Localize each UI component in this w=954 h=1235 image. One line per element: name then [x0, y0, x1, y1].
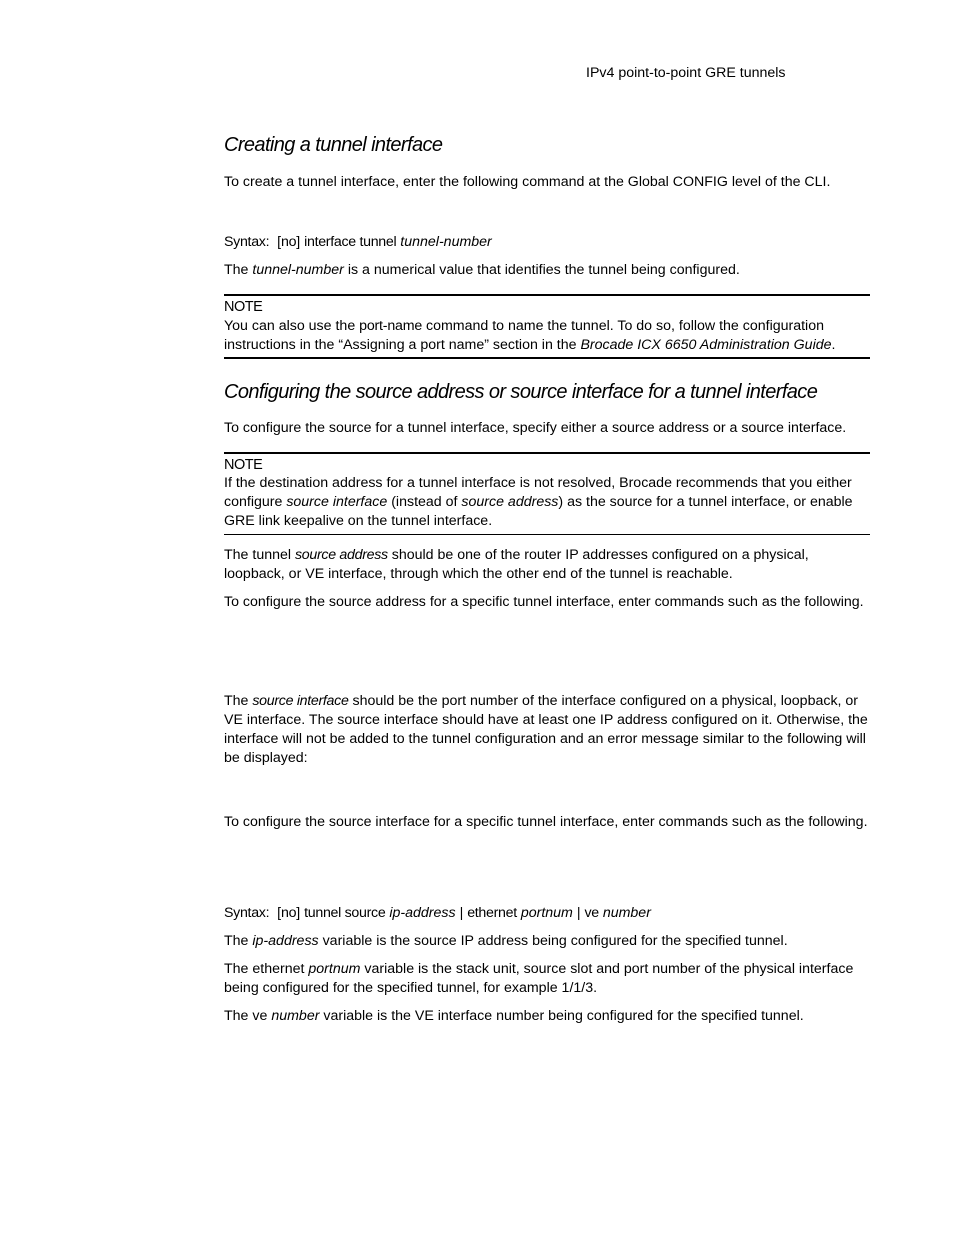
- text: The ve: [224, 1008, 272, 1024]
- paragraph: To create a tunnel interface, enter the following command at the Global CONFIG level of the CLI.: [224, 174, 831, 190]
- running-header: IPv4 point-to-point GRE tunnels: [586, 65, 786, 81]
- paragraph: [224, 261, 870, 280]
- text: (instead of: [387, 494, 462, 510]
- variable: portnum: [308, 961, 361, 977]
- paragraph: [224, 960, 870, 998]
- syntax-variable: ip-address: [389, 905, 456, 921]
- text: The: [224, 693, 253, 709]
- syntax-line: Syntax: [no] tunnel source ip-address | ethernet portnum | ve number: [224, 905, 651, 921]
- syntax-command: interface tunnel: [304, 234, 397, 250]
- variable: tunnel-number: [252, 262, 344, 278]
- text: is a numerical value that identifies the tunnel being configured.: [343, 262, 740, 278]
- syntax-variable: tunnel-number: [400, 234, 492, 250]
- section-heading-create-tunnel: Creating a tunnel interface: [224, 134, 443, 156]
- syntax-label: Syntax:: [224, 905, 270, 921]
- text: You can also use the: [224, 318, 360, 334]
- paragraph: [224, 546, 870, 584]
- paragraph: [224, 692, 870, 768]
- syntax-separator: |: [576, 905, 581, 921]
- paragraph: To configure the source address for a specific tunnel interface, enter commands such as the following.: [224, 594, 864, 610]
- paragraph: [224, 1007, 870, 1026]
- section-heading-source-config: Configuring the source address or source interface for a tunnel interface: [224, 381, 818, 403]
- text: variable is the stack unit, source slot and port number of the physical interface being configured for the specified tunnel, for example 1/1/3.: [224, 961, 854, 996]
- syntax-label: Syntax:: [224, 234, 270, 250]
- note-text: [224, 474, 870, 531]
- variable: source address: [295, 547, 388, 563]
- note-rule-top: [224, 294, 870, 296]
- note-text: [224, 317, 870, 355]
- note-label: NOTE: [224, 299, 263, 315]
- syntax-keyword: ethernet: [467, 905, 517, 921]
- text: should be the port number of the interface configured on a physical, loopback, or VE interface. The source interface should have at least one IP address configured on it. Otherwise, the interface will not be added to the tunnel configuration and an error message similar to the following will be displayed:: [224, 693, 868, 766]
- note-rule-bottom: [224, 534, 870, 535]
- paragraph: To configure the source interface for a specific tunnel interface, enter commands such as the following.: [224, 814, 868, 830]
- text: If the destination address for a tunnel interface is not resolved, Brocade recommends that you either configure: [224, 475, 852, 510]
- text: The: [224, 933, 253, 949]
- text: should be one of the router IP addresses configured on a physical, loopback, or VE interface, through which the other end of the tunnel is reachable.: [224, 547, 809, 582]
- syntax-keyword: no: [281, 234, 297, 250]
- note-label: NOTE: [224, 457, 263, 473]
- syntax-variable: number: [602, 905, 651, 921]
- variable: number: [271, 1008, 320, 1024]
- syntax-separator: |: [459, 905, 464, 921]
- book-title: Brocade ICX 6650 Administration Guide: [580, 337, 832, 353]
- text: variable is the source IP address being configured for the specified tunnel.: [318, 933, 788, 949]
- command: port-name: [359, 318, 423, 334]
- text: ) as the source for a tunnel interface, or enable GRE link keepalive on the tunnel interface.: [224, 494, 853, 529]
- variable: source interface: [286, 494, 388, 510]
- text: command to name the tunnel. To do so, follow the configuration instructions in the “Assigning a port name” section in the: [224, 318, 824, 353]
- text: The: [224, 262, 253, 278]
- note-rule-top: [224, 452, 870, 454]
- syntax-command: tunnel source: [304, 905, 386, 921]
- paragraph: To configure the source for a tunnel interface, specify either a source address or a source interface.: [224, 420, 847, 436]
- note-rule-bottom: [224, 357, 870, 359]
- variable: ip-address: [252, 933, 319, 949]
- text: The ethernet: [224, 961, 309, 977]
- syntax-keyword: no: [281, 905, 297, 921]
- text: The tunnel: [224, 547, 295, 563]
- variable: source address: [461, 494, 559, 510]
- syntax-line: Syntax: [no] interface tunnel tunnel-number: [224, 234, 492, 250]
- text: .: [831, 337, 836, 353]
- syntax-variable: portnum: [520, 905, 573, 921]
- text: variable is the VE interface number being configured for the specified tunnel.: [319, 1008, 804, 1024]
- paragraph: [224, 932, 870, 951]
- syntax-keyword: ve: [584, 905, 599, 921]
- variable: source interface: [252, 693, 349, 709]
